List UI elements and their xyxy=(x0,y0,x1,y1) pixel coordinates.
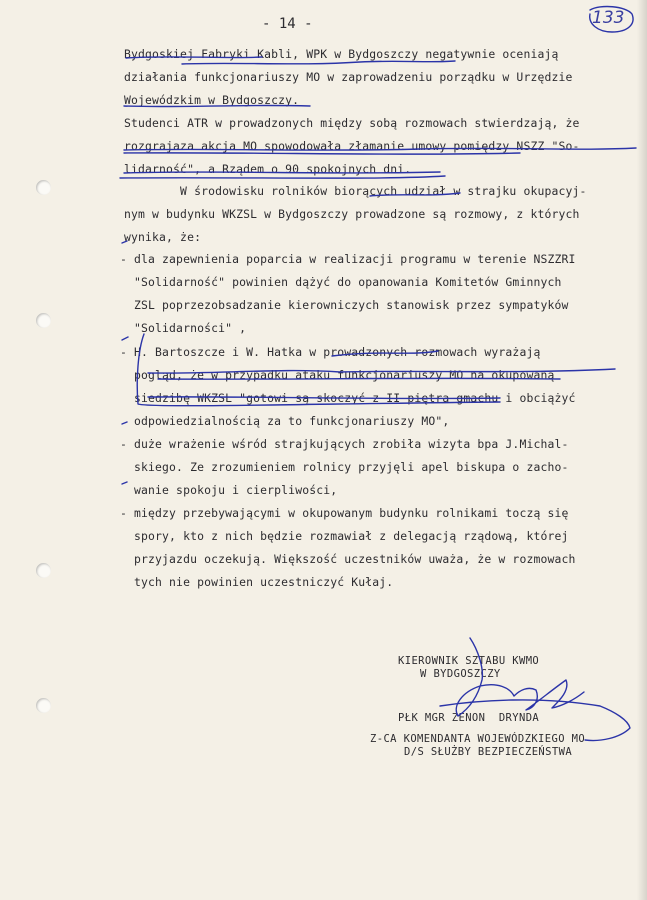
page-number: - 14 - xyxy=(262,16,313,32)
text-line: Studenci ATR w prowadzonych między sobą rozmowach stwierdzają, że xyxy=(124,116,580,130)
bullet-line: - duże wrażenie wśród strajkujących zrobiła wizyta bpa J.Michal- xyxy=(120,437,569,451)
punch-hole xyxy=(36,563,51,578)
signatory-title-location: W BYDGOSZCZY xyxy=(420,668,501,680)
bullet-line: wanie spokoju i cierpliwości, xyxy=(120,483,338,497)
bullet-line: tych nie powinien uczestniczyć Kułaj. xyxy=(120,575,394,589)
text-line: wynika, że: xyxy=(124,230,202,244)
punch-hole xyxy=(36,698,51,713)
text-line: Bydgoskiej Fabryki Kabli, WPK w Bydgoszczy negatywnie oceniają xyxy=(124,47,559,61)
page-edge-shadow xyxy=(637,0,647,900)
bullet-line: przyjazdu oczekują. Większość uczestników uważa, że w rozmowach xyxy=(120,552,576,566)
signatory-name: PŁK MGR ZENON DRYNDA xyxy=(398,712,540,724)
text-line: Wojewódzkim w Bydgoszczy. xyxy=(124,93,300,107)
signatory-role-department: D/S SŁUŻBY BEZPIECZEŃSTWA xyxy=(404,746,573,758)
bullet-line: - dla zapewnienia poparcia w realizacji programu w terenie NSZZRI xyxy=(120,252,576,266)
text-line: W środowisku rolników biorących udział w strajku okupacyj- xyxy=(124,184,587,198)
bullet-line: spory, kto z nich będzie rozmawiał z delegacją rządową, której xyxy=(120,529,569,543)
margin-tick-mark xyxy=(122,337,128,340)
bullet-line: pogląd, że w przypadku ataku funkcjonariuszy MO na okupowaną xyxy=(120,368,555,382)
bullet-line: - H. Bartoszcze i W. Hatka w prowadzonych rozmowach wyrażają xyxy=(120,345,541,359)
text-line: rozgrajaza akcja MO spowodowała złamanie umowy pomiędzy NSZZ "So- xyxy=(124,139,580,153)
signatory-role: Z-CA KOMENDANTA WOJEWÓDZKIEGO MO xyxy=(370,733,586,745)
bullet-line: siedzibę WKZSL "gotowi są skoczyć z II piętra gmachu i obciążyć xyxy=(120,391,576,405)
bullet-line: "Solidarności" , xyxy=(120,321,247,335)
text-line: nym w budynku WKZSL w Bydgoszczy prowadzone są rozmowy, z których xyxy=(124,207,580,221)
punch-hole xyxy=(36,180,51,195)
punch-hole xyxy=(36,313,51,328)
archive-page-number: 133 xyxy=(592,8,625,28)
bullet-line: - między przebywającymi w okupowanym budynku rolnikami toczą się xyxy=(120,506,569,520)
underline-mark xyxy=(120,176,445,178)
bullet-line: "Solidarność" powinien dążyć do opanowania Komitetów Gminnych xyxy=(120,275,562,289)
bullet-line: skiego. Ze zrozumieniem rolnicy przyjęli apel biskupa o zacho- xyxy=(120,460,569,474)
underline-mark xyxy=(124,153,520,154)
text-line: działania funkcjonariuszy MO w zaprowadzeniu porządku w Urzędzie xyxy=(124,70,573,84)
bullet-line: odpowiedzialnością za to funkcjonariuszy MO", xyxy=(120,414,450,428)
signatory-title: KIEROWNIK SZTABU KWMO xyxy=(398,655,540,667)
text-line: lidarność", a Rządem o 90 spokojnych dni. xyxy=(124,162,412,176)
underline-mark xyxy=(182,61,455,64)
bullet-line: ZSL poprzezobsadzanie kierowniczych stanowisk przez sympatyków xyxy=(120,298,569,312)
